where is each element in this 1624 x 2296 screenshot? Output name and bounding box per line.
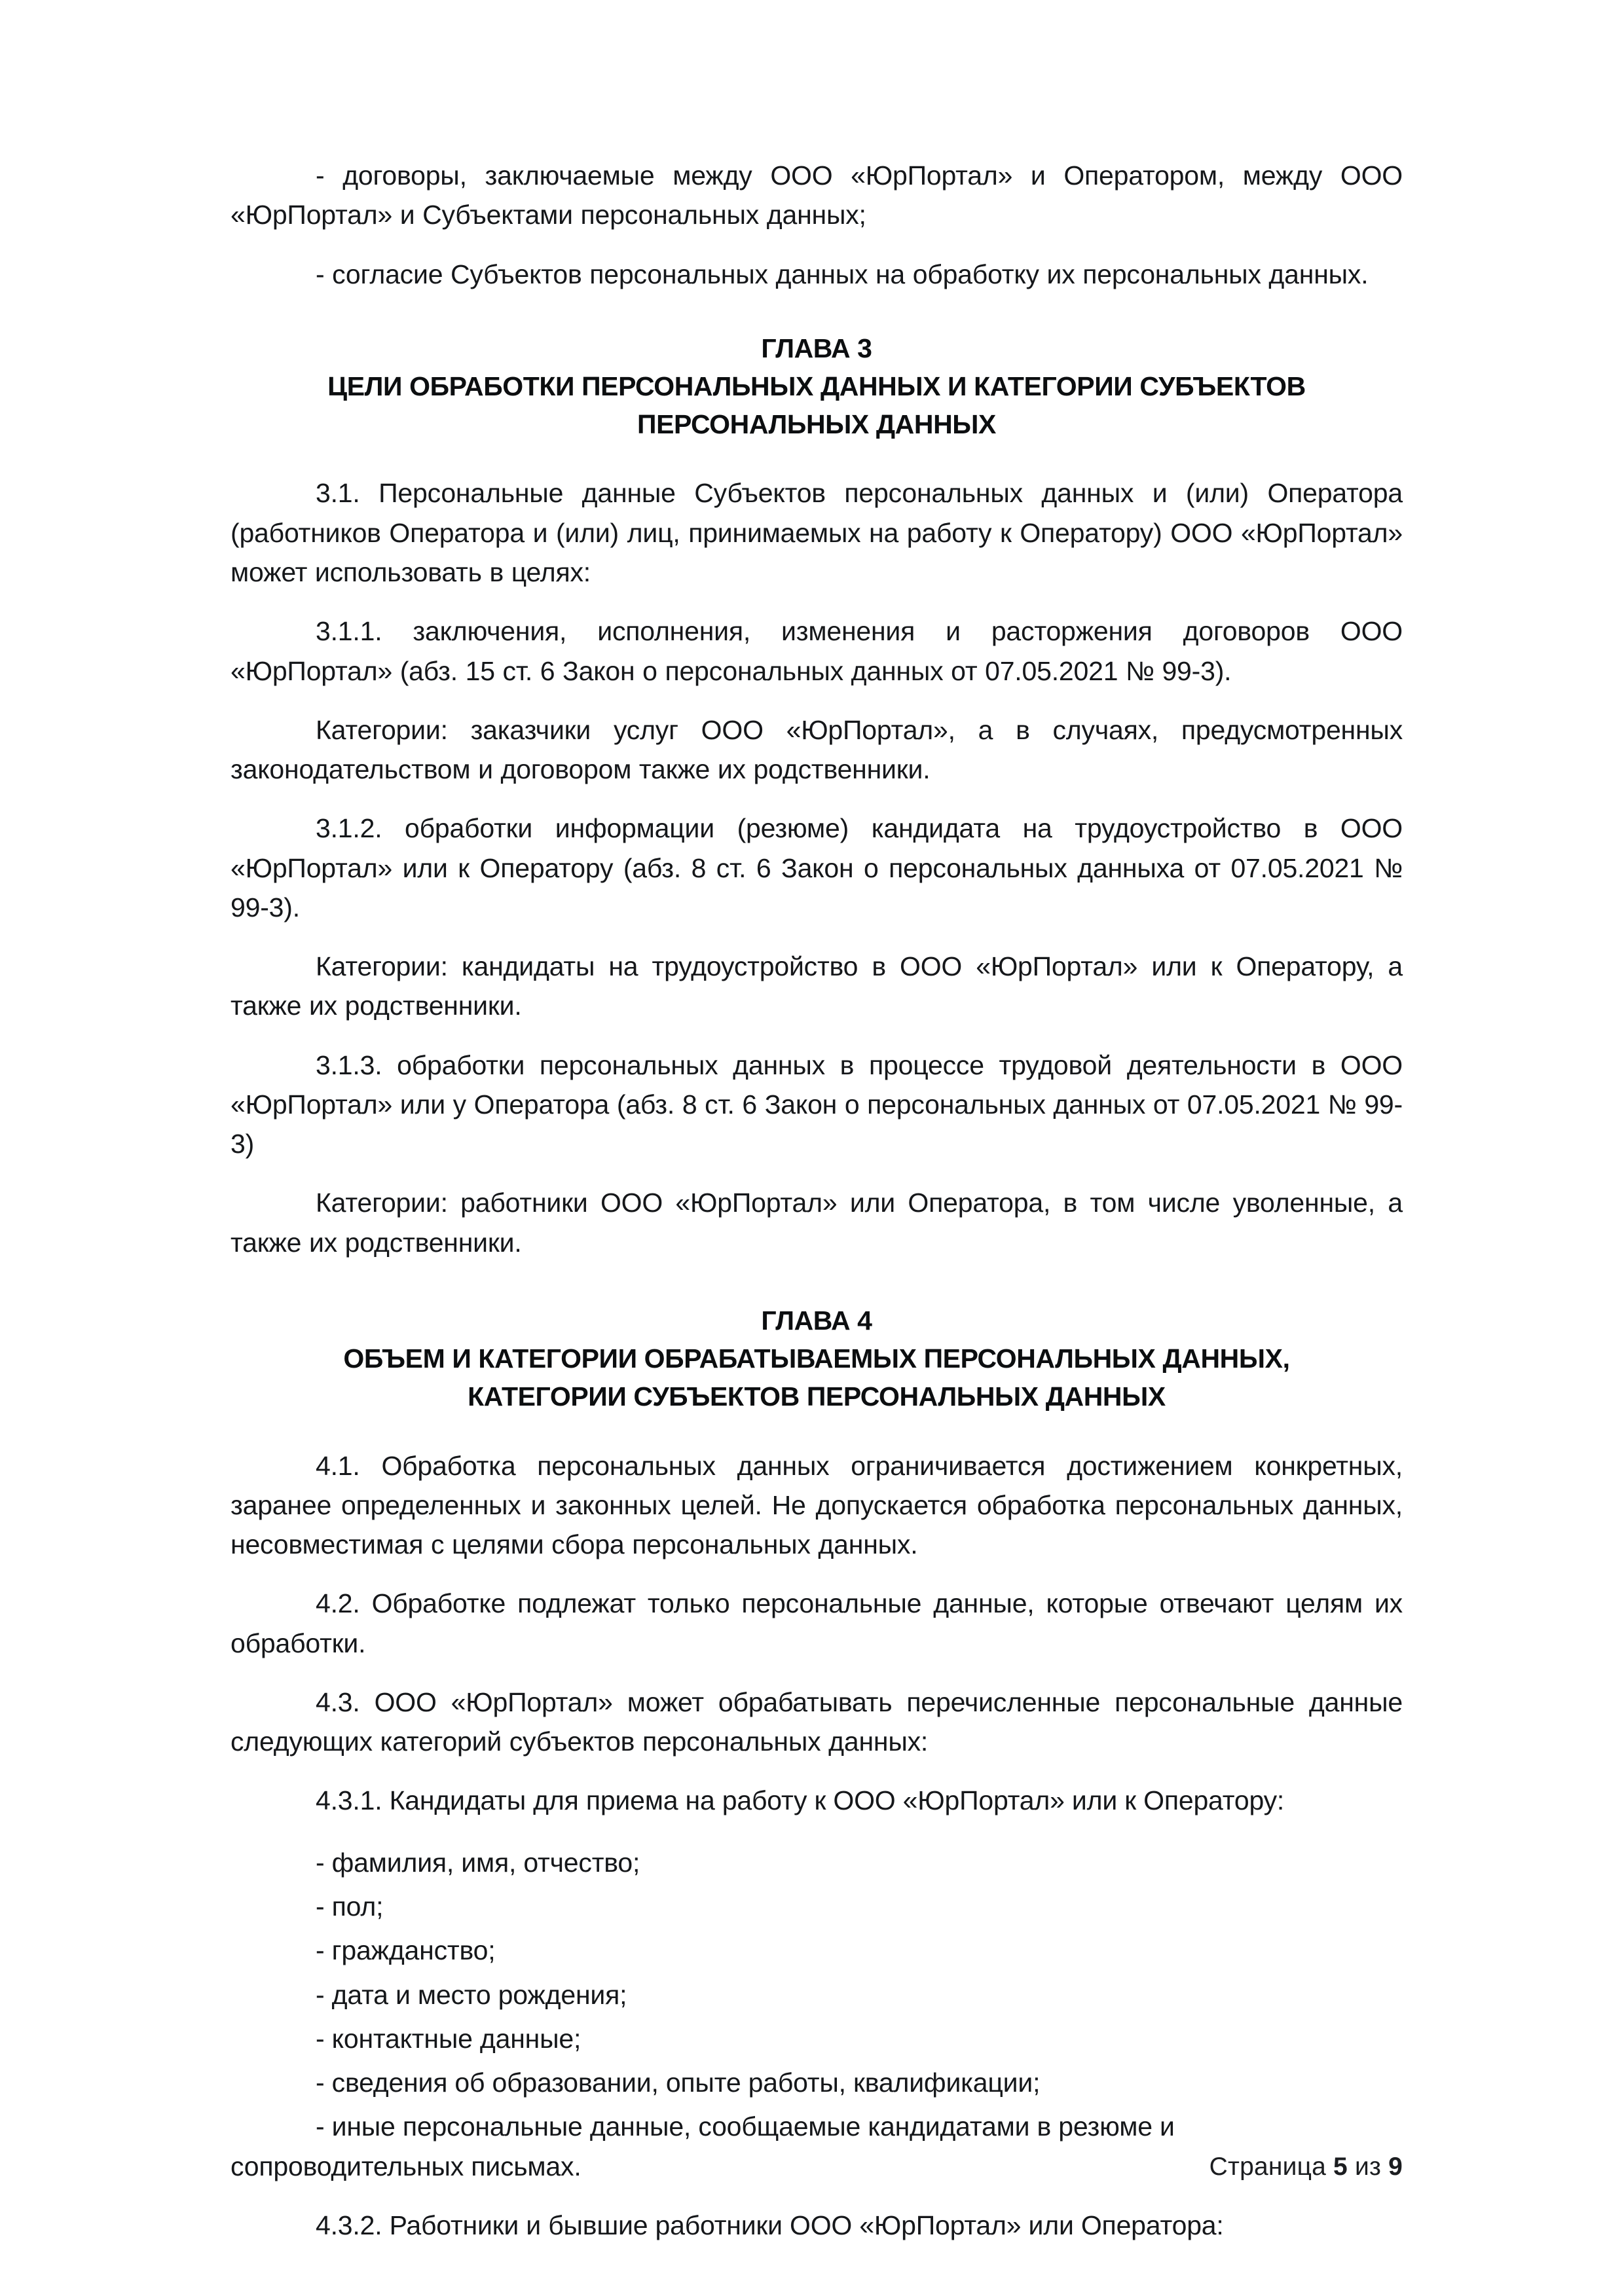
paragraph-contracts: - договоры, заключаемые между ООО «ЮрПортал» и Оператором, между ООО «ЮрПортал» и Субъектами персональных данных; xyxy=(231,160,1403,230)
list-item: - контактные данные; xyxy=(316,2023,581,2054)
list-item: - дата и место рождения; xyxy=(316,1979,627,2010)
page-content xyxy=(231,156,1403,2267)
footer-prefix: Страница xyxy=(1209,2153,1326,2181)
paragraph-4-1: 4.1. Обработка персональных данных ограничивается достижением конкретных, заранее определенных и законных целей. Не допускается обработка персональных данных, несовместимая с целями сбора персональных данных. xyxy=(231,1450,1403,1560)
paragraph-4-2: 4.2. Обработке подлежат только персональные данные, которые отвечают целям их обработки. xyxy=(231,1588,1403,1658)
page-footer xyxy=(1209,2153,1403,2181)
chapter-3-title-line-2: ПЕРСОНАЛЬНЫХ ДАННЫХ xyxy=(637,409,996,440)
footer-total-pages: 9 xyxy=(1388,2153,1403,2181)
paragraph-consent: - согласие Субъектов персональных данных на обработку их персональных данных. xyxy=(316,259,1369,289)
chapter-3-number: ГЛАВА 3 xyxy=(761,333,872,363)
paragraph-3-1-2: 3.1.2. обработки информации (резюме) кандидата на трудоустройство в ООО «ЮрПортал» или к Оператору (абз. 8 ст. 6 Закон о персональных данныха от 07.05.2021 № 99-3). xyxy=(231,813,1403,922)
chapter-4-heading xyxy=(231,1302,1403,1416)
paragraph-3-1: 3.1. Персональные данные Субъектов персональных данных и (или) Оператора (работников Оператора и (или) лиц, принимаемых на работу к Оператору) ООО «ЮрПортал» может использовать в целях: xyxy=(231,478,1403,587)
list-item: - сведения об образовании, опыте работы, квалификации; xyxy=(316,2068,1041,2098)
chapter-4-number: ГЛАВА 4 xyxy=(761,1305,872,1336)
chapter-3-heading xyxy=(231,329,1403,444)
list-item: - гражданство; xyxy=(316,1935,496,1966)
paragraph-3-1-1-categories: Категории: заказчики услуг ООО «ЮрПортал», а в случаях, предусмотренных законодательством и договором также их родственники. xyxy=(231,714,1403,785)
list-item: - иные персональные данные, сообщаемые кандидатами в резюме и xyxy=(316,2111,1175,2142)
paragraph-4-3-2: 4.3.2. Работники и бывшие работники ООО «ЮрПортал» или Оператора: xyxy=(316,2210,1224,2240)
chapter-4-title-line-1: ОБЪЕМ И КАТЕГОРИИ ОБРАБАТЫВАЕМЫХ ПЕРСОНАЛЬНЫХ ДАННЫХ, xyxy=(343,1343,1290,1374)
footer-separator: из xyxy=(1354,2153,1382,2181)
list-item: - пол; xyxy=(316,1891,384,1922)
paragraph-4-3: 4.3. ООО «ЮрПортал» может обрабатывать перечисленные персональные данные следующих категорий субъектов персональных данных: xyxy=(231,1686,1403,1757)
paragraph-3-1-1: 3.1.1. заключения, исполнения, изменения и расторжения договоров ООО «ЮрПортал» (абз. 15 ст. 6 Закон о персональных данных от 07.05.2021 № 99-3). xyxy=(231,616,1403,686)
chapter-3-title-line-1: ЦЕЛИ ОБРАБОТКИ ПЕРСОНАЛЬНЫХ ДАННЫХ И КАТЕГОРИИ СУБЪЕКТОВ xyxy=(327,371,1306,402)
paragraph-4-3-1: 4.3.1. Кандидаты для приема на работу к ООО «ЮрПортал» или к Оператору: xyxy=(316,1785,1285,1816)
list-item: - фамилия, имя, отчество; xyxy=(316,1847,640,1878)
paragraph-3-1-3-categories: Категории: работники ООО «ЮрПортал» или Оператора, в том числе уволенные, а также их родственники. xyxy=(231,1188,1403,1258)
footer-current-page: 5 xyxy=(1333,2153,1348,2181)
paragraph-3-1-2-categories: Категории: кандидаты на трудоустройство в ООО «ЮрПортал» или к Оператору, а также их родственники. xyxy=(231,951,1403,1021)
paragraph-3-1-3: 3.1.3. обработки персональных данных в процессе трудовой деятельности в ООО «ЮрПортал» или у Оператора (абз. 8 ст. 6 Закон о персональных данных от 07.05.2021 № 99-3) xyxy=(231,1049,1403,1159)
list-item-continuation: сопроводительных письмах. xyxy=(231,2151,581,2181)
chapter-4-title-line-2: КАТЕГОРИИ СУБЪЕКТОВ ПЕРСОНАЛЬНЫХ ДАННЫХ xyxy=(468,1381,1166,1412)
